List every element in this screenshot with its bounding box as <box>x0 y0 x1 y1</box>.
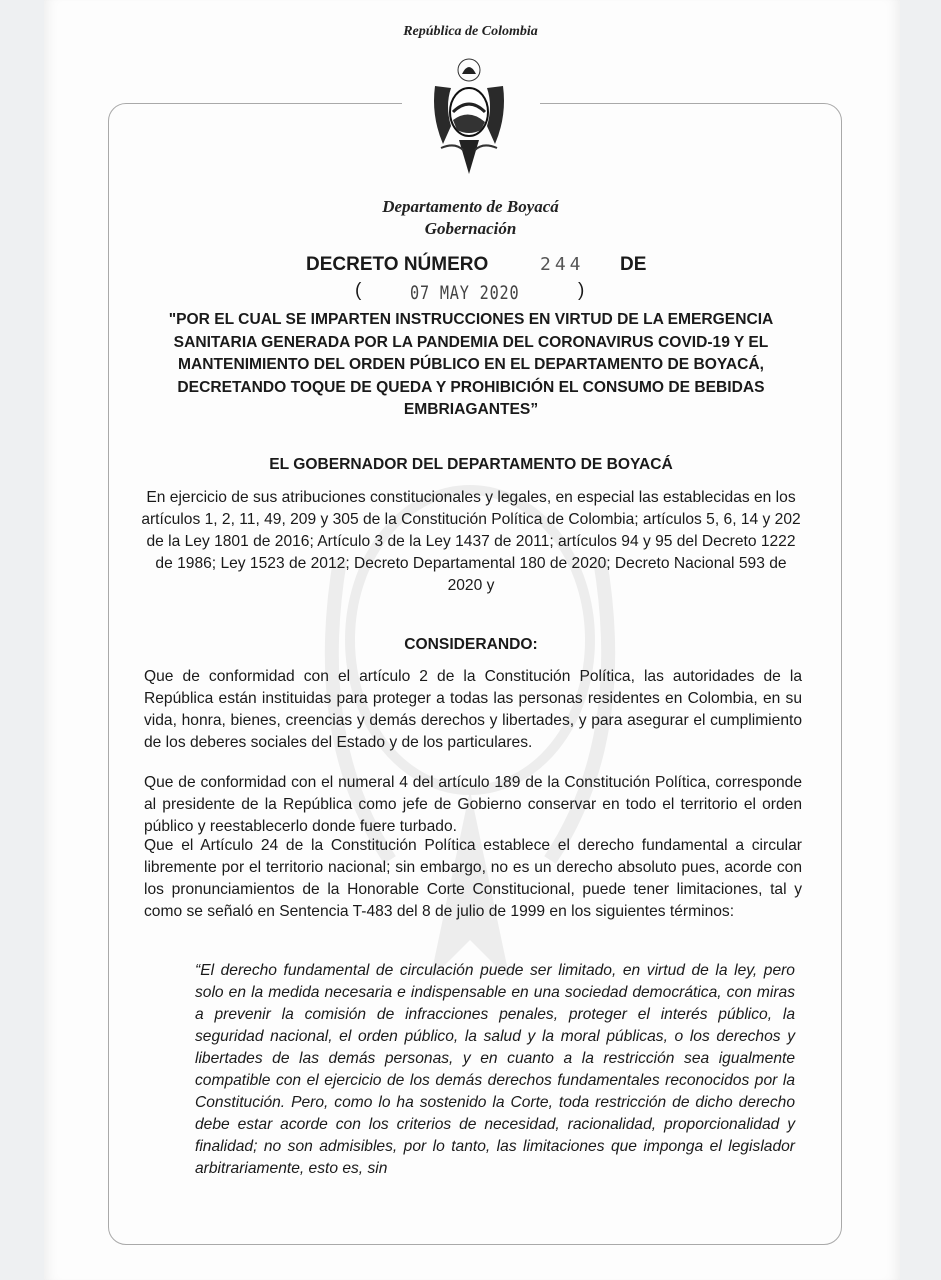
office-name: Gobernación <box>424 219 517 238</box>
decree-title: "POR EL CUAL SE IMPARTEN INSTRUCCIONES EN VIRTUD DE LA EMERGENCIA SANITARIA GENERADA POR LA PANDEMIA DEL CORONAVIRUS COVID-19 Y EL MANTENIMIENTO DEL ORDEN PÚBLICO EN EL DEPARTAMENTO DE BOYACÁ, DECRETANDO TOQUE DE QUEDA Y PROHIBICIÓN EL CONSUMO DE BEBIDAS EMBRIAGANTES” <box>168 311 774 418</box>
considerando-paragraph: Que de conformidad con el artículo 2 de la Constitución Política, las autoridades de la República están instituidas para proteger a todas las personas residentes en Colombia, en su vida, honra, bienes, creencias y demás derechos y libertades, y para asegurar el cumplimiento de los deberes sociales del Estado y de los particulares. <box>144 668 802 751</box>
considerando-heading: CONSIDERANDO: <box>404 636 538 653</box>
open-paren: ( <box>355 280 362 301</box>
republic-header: República de Colombia <box>403 24 538 39</box>
governor-heading: EL GOBERNADOR DEL DEPARTAMENTO DE BOYACÁ <box>269 456 673 473</box>
department-name: Departamento de Boyacá <box>382 197 559 216</box>
considerando-paragraph: Que el Artículo 24 de la Constitución Política establece el derecho fundamental a circular libremente por el territorio nacional; sin embargo, no es un derecho absoluto pues, acorde con los pronunciamientos de la Honorable Corte Constitucional, puede tener limitaciones, tal y como se señaló en Sentencia T-483 del 8 de julio de 1999 en los siguientes términos: <box>144 837 802 920</box>
department-header <box>0 196 941 240</box>
considerando-paragraph: Que de conformidad con el numeral 4 del artículo 189 de la Constitución Política, corresponde al presidente de la República como jefe de Gobierno conservar en todo el territorio el orden público y reestablecerlo donde fuere turbado. <box>144 774 802 835</box>
court-quote: “El derecho fundamental de circulación puede ser limitado, en virtud de la ley, pero solo en la medida necesaria e indispensable en una sociedad democrática, con miras a prevenir la comisión de infracciones penales, proteger el interés público, la seguridad nacional, el orden público, la salud y la moral públicas, o los derechos y libertades de las demás personas, y en cuanto a la restricción sea igualmente compatible con el ejercicio de los demás derechos fundamentales reconocidos por la Constitución. Pero, como lo ha sostenido la Corte, toda restricción de dicho derecho debe estar acorde con los criterios de necesidad, racionalidad, proporcionalidad y finalidad; no son admisibles, por lo tanto, las limitaciones que imponga el legislador arbitrariamente, esto es, sin <box>195 962 795 1177</box>
decree-label: DECRETO NÚMERO <box>306 254 489 275</box>
date-stamp: 07 MAY 2020 <box>410 282 520 304</box>
close-paren: ) <box>578 280 585 301</box>
colombia-coat-of-arms-icon <box>429 56 509 176</box>
decree-number: 244 <box>540 254 585 275</box>
intro-paragraph: En ejercicio de sus atribuciones constitucionales y legales, en especial las establecidas en los artículos 1, 2, 11, 49, 209 y 305 de la Constitución Política de Colombia; artículos 5, 6, 14 y 202 de la Ley 1801 de 2016; Artículo 3 de la Ley 1437 de 2011; artículos 94 y 95 del Decreto 1222 de 1986; Ley 1523 de 2012; Decreto Departamental 180 de 2020; Decreto Nacional 593 de 2020 y <box>141 489 801 594</box>
decree-de: DE <box>620 254 647 275</box>
